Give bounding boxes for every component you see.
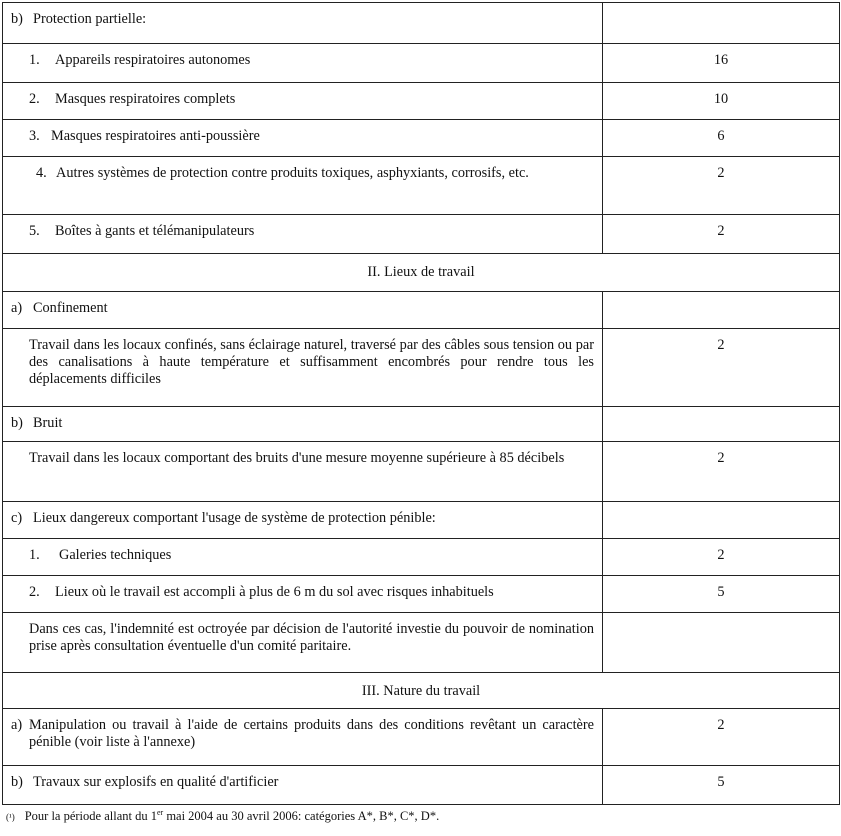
item-text: Galeries techniques [59,547,172,563]
table-row [3,157,840,215]
section-heading: III. Nature du travail [3,673,840,709]
item-number: 1. [29,52,40,68]
row-label-cell [3,3,603,44]
item-label: b) [11,11,23,27]
item-number: 4. [36,165,47,181]
item-label: b) [11,415,23,431]
item-text: Travaux sur explosifs en qualité d'artificier [33,774,279,790]
value-cell [603,613,840,673]
row-label-cell [3,215,603,254]
item-text: Lieux dangereux comportant l'usage de système de protection pénible: [33,510,436,526]
value-cell: 2 [603,709,840,766]
item-text: Confinement [33,300,108,316]
table-row [3,120,840,157]
table-row [3,215,840,254]
table-row [3,766,840,805]
item-number: 2. [29,584,40,600]
table-row [3,613,840,673]
item-number: 5. [29,223,40,239]
item-number: 3. [29,128,40,144]
row-label-cell: Dans ces cas, l'indemnité est octroyée par décision de l'autorité investie du pouvoir de nomination prise après consultation éventuelle d'un comité paritaire. [3,613,603,673]
row-label-cell [3,502,603,539]
value-cell [603,3,840,44]
section-heading: II. Lieux de travail [3,254,840,292]
row-label-cell [3,576,603,613]
item-text: Autres systèmes de protection contre produits toxiques, asphyxiants, corrosifs, etc. [56,165,529,181]
value-cell: 2 [603,157,840,215]
footnote [6,808,439,824]
table-row [3,709,840,766]
value-cell: 6 [603,120,840,157]
item-text: Bruit [33,415,63,431]
item-number: 1. [29,547,40,563]
row-label-cell [3,709,603,766]
table-row [3,292,840,329]
row-label-cell [3,766,603,805]
row-label-cell [3,157,603,215]
value-cell: 2 [603,215,840,254]
table-row [3,329,840,407]
value-cell: 2 [603,329,840,407]
row-label-cell [3,407,603,442]
item-text: Masques respiratoires anti-poussière [51,128,260,144]
value-cell: 10 [603,83,840,120]
value-cell: 5 [603,576,840,613]
item-number: 2. [29,91,40,107]
item-text: Masques respiratoires complets [55,91,236,107]
footnote-text-before: Pour la période allant du 1 [24,809,157,824]
footnote-mark: (¹) [6,812,15,823]
table-row [3,576,840,613]
value-cell: 5 [603,766,840,805]
row-label-cell [3,292,603,329]
item-text: Boîtes à gants et télémanipulateurs [55,223,255,239]
section-heading-row [3,673,840,709]
row-label-cell: Travail dans les locaux confinés, sans éclairage naturel, traversé par des câbles sous tension ou par des canalisations à haute température et suffisamment encombrés pour rendre tous les déplacements difficiles [3,329,603,407]
footnote-text-after: mai 2004 au 30 avril 2006: catégories A*, B*, C*, D*. [163,809,440,824]
item-text: Lieux où le travail est accompli à plus de 6 m du sol avec risques inhabituels [55,584,494,600]
row-label-cell [3,44,603,83]
item-text: Appareils respiratoires autonomes [55,52,251,68]
value-cell: 2 [603,539,840,576]
row-label-cell: Travail dans les locaux comportant des bruits d'une mesure moyenne supérieure à 85 décibels [3,442,603,502]
table-row [3,44,840,83]
item-label: c) [11,510,23,526]
item-text: Protection partielle: [33,11,147,27]
value-cell [603,502,840,539]
item-label: b) [11,774,23,790]
item-label: a) [11,717,23,733]
table-row [3,83,840,120]
row-label-cell [3,539,603,576]
section-heading-row [3,254,840,292]
row-label-cell [3,83,603,120]
value-cell: 16 [603,44,840,83]
allowance-table [2,2,840,805]
item-text: Manipulation ou travail à l'aide de certains produits dans des conditions revêtant un caractère pénible (voir liste à l'annexe) [29,717,594,750]
table-row [3,442,840,502]
row-label-cell [3,120,603,157]
footnote-superscript: er [156,808,164,817]
table-row [3,502,840,539]
table-row [3,3,840,44]
value-cell [603,292,840,329]
table-row [3,539,840,576]
item-label: a) [11,300,23,316]
value-cell [603,407,840,442]
value-cell: 2 [603,442,840,502]
table-row [3,407,840,442]
